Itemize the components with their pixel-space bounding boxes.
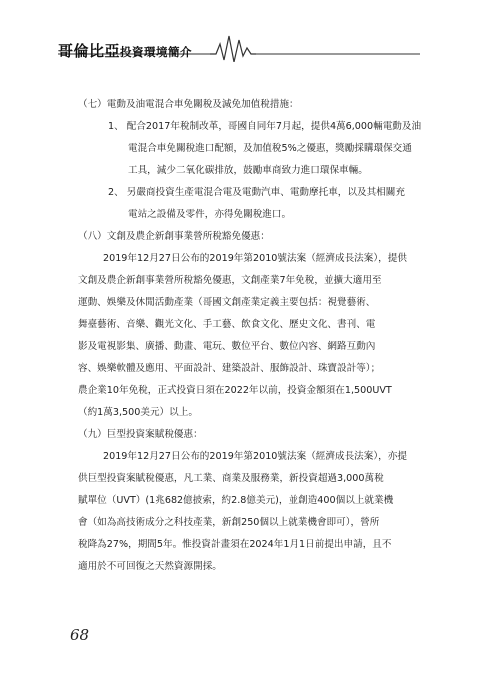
list-item: 1、 配合2017年稅制改革，哥國自同年7月起，提供4萬6,000輛電動及油 <box>108 121 422 132</box>
paragraph-line: 舞臺藝術、音樂、觀光文化、手工藝、飲食文化、歷史文化、書刊、電 <box>78 319 376 330</box>
page-number: 68 <box>70 626 90 644</box>
paragraph-line: 容、娛樂軟體及應用、平面設計、建築設計、服飾設計、珠寶設計等）； <box>78 363 381 374</box>
page-header <box>0 0 480 62</box>
paragraph-line: 影及電視影集、廣播、動畫、電玩、數位平台、數位內容、網路互動內 <box>78 341 376 352</box>
section-heading: （七）電動及油電混合車免關稅及減免加值稅措施： <box>78 99 299 110</box>
paragraph-line: 稅降為27%，期間5年。惟投資計畫須在2024年1月1日前提出申請，且不 <box>78 539 392 550</box>
section-heading: （八）文創及農企新創事業營所稅豁免優惠： <box>78 231 270 242</box>
header-title-sub: 投資環境簡介 <box>120 45 193 59</box>
paragraph-line: 供巨型投資案賦稅優惠，凡工業、商業及服務業，新投資超過3,000萬稅 <box>78 473 384 484</box>
header-title-main: 哥倫比亞 <box>58 42 121 60</box>
list-item: 2、 另嚴商投資生產電混合電及電動汽車、電動摩托車，以及其相關充 <box>108 187 405 198</box>
paragraph-line: 賦單位（UVT）(1兆682億披索，約2.8億美元)，並創造400個以上就業機 <box>78 495 394 506</box>
paragraph-line: 2019年12月27日公布的2019年第2010號法案（經濟成長法案），提供 <box>103 253 407 264</box>
paragraph-line: 適用於不可回復之天然資源開採。 <box>78 561 222 572</box>
paragraph-line: 2019年12月27日公布的2019年第2010號法案（經濟成長法案），亦提 <box>103 451 407 462</box>
header-title <box>58 40 192 61</box>
document-body <box>78 94 423 578</box>
paragraph-line: （約1萬3,500美元）以上。 <box>78 407 198 418</box>
list-item-continuation: 電站之設備及零件，亦得免關稅進口。 <box>128 209 292 220</box>
list-item-continuation: 工具，減少二氧化碳排放，鼓勵車商致力進口環保車輛。 <box>128 165 368 176</box>
heartbeat-wave-icon <box>210 36 256 62</box>
paragraph-line: 會（如為高技術成分之科技產業，新創250個以上就業機會即可），營所 <box>78 517 380 528</box>
section-heading: （九）巨型投資案賦稅優惠： <box>78 429 203 440</box>
list-item-continuation: 電混合車免關稅進口配額，及加值稅5%之優惠，獎勵採購環保交通 <box>128 143 412 154</box>
paragraph-line: 文創及農企新創事業營所稅豁免優惠，文創產業7年免稅，並擴大適用至 <box>78 275 382 286</box>
paragraph-line: 農企業10年免稅，正式投資日須在2022年以前，投資金額須在1,500UVT <box>78 385 392 396</box>
paragraph-line: 運動、娛樂及休閒活動產業（哥國文創產業定義主要包括：視覺藝術、 <box>78 297 376 308</box>
